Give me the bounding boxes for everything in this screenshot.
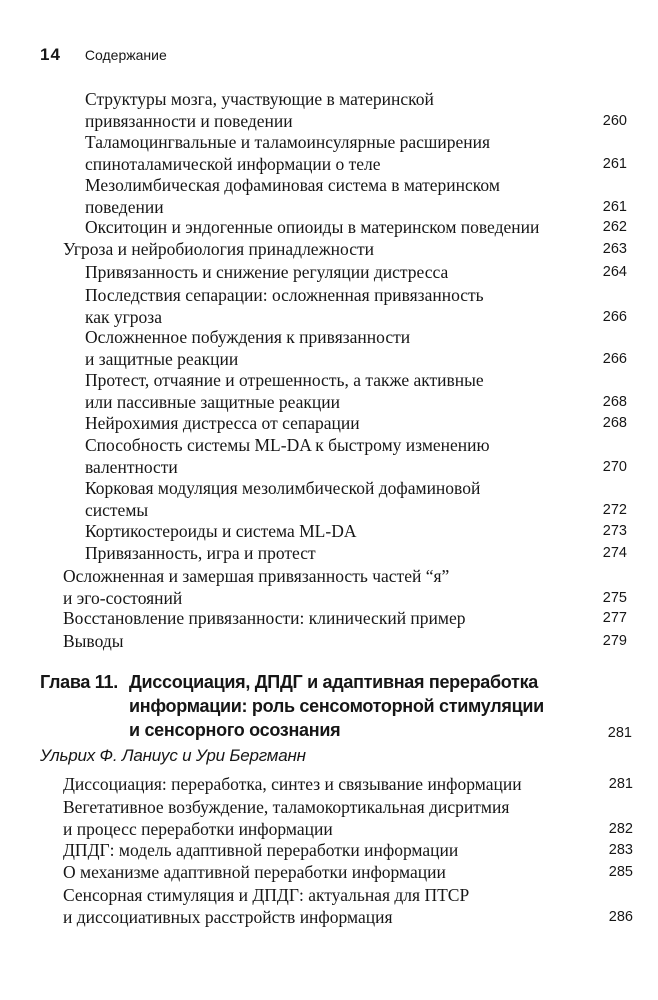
toc-entry-page: 285	[608, 864, 633, 880]
toc-entry	[63, 861, 633, 883]
toc-entry	[63, 607, 627, 629]
toc-entry-page: 266	[602, 351, 627, 367]
toc-entry	[85, 542, 627, 564]
toc-entry-title: Последствия сепарации: осложненная привязанность как угроза	[85, 285, 484, 327]
toc-entry-page: 268	[602, 415, 627, 431]
toc-entry	[85, 261, 627, 283]
toc-entry	[63, 565, 627, 609]
toc-entry	[85, 326, 627, 370]
toc-entry-title: Диссоциация: переработка, синтез и связывание информации	[63, 774, 522, 794]
toc-entry-title: Структуры мозга, участвующие в материнской привязанности и поведении	[85, 89, 434, 131]
chapter-title-line: Диссоциация, ДПДГ и адаптивная переработка	[129, 672, 538, 692]
toc-entry-page: 282	[608, 821, 633, 837]
toc-entry	[85, 284, 627, 328]
toc-entry	[85, 434, 627, 478]
toc-entry-title: Привязанность, игра и протест	[85, 543, 316, 563]
toc-entry	[63, 884, 633, 928]
toc-entry-page: 263	[602, 241, 627, 257]
toc-entry-title: Корковая модуляция мезолимбической дофаминовой системы	[85, 478, 481, 520]
toc-entry-title: Угроза и нейробиология принадлежности	[63, 239, 375, 259]
toc-entry	[63, 238, 627, 260]
toc-entry	[85, 131, 627, 175]
toc-entry	[85, 520, 627, 542]
toc-entry-page: 286	[608, 909, 633, 925]
toc-entry-page: 273	[602, 523, 627, 539]
toc-entry-page: 260	[602, 113, 627, 129]
toc-entry-page: 261	[602, 156, 627, 172]
chapter-page: 281	[607, 725, 632, 741]
chapter-authors: Ульрих Ф. Ланиус и Ури Бергманн	[40, 746, 306, 765]
toc-entry-title: Выводы	[63, 631, 124, 651]
toc-entry	[85, 216, 627, 238]
running-title: Содержание	[84, 47, 167, 63]
toc-entry-page: 264	[602, 264, 627, 280]
toc-entry-title: Таламоцингвальные и таламоинсулярные расширения спиноталамической информации о теле	[85, 132, 491, 174]
toc-entry	[85, 369, 627, 413]
toc-entry-page: 283	[608, 842, 633, 858]
toc-entry-page: 268	[602, 394, 627, 410]
toc-entry	[63, 773, 633, 795]
toc-entry	[63, 839, 633, 861]
chapter-title-line: информации: роль сенсомоторной стимуляции	[129, 696, 544, 716]
toc-entry-title: Кортикостероиды и система ML-DA	[85, 521, 357, 541]
toc-entry-title: Мезолимбическая дофаминовая система в материнском поведении	[85, 175, 500, 217]
toc-entry-title: Привязанность и снижение регуляции дистресса	[85, 262, 449, 282]
toc-entry-page: 281	[608, 776, 633, 792]
chapter-label: Глава 11.	[40, 672, 118, 692]
toc-entry-title: Вегетативное возбуждение, таламокортикальная дисритмия и процесс переработки информации	[63, 797, 510, 839]
chapter-title-line: и сенсорного осознания	[129, 720, 341, 740]
toc-entry-page: 277	[602, 610, 627, 626]
toc-entry-page: 261	[602, 199, 627, 215]
page-number: 14	[40, 45, 61, 64]
toc-entry-title: ДПДГ: модель адаптивной переработки информации	[63, 840, 459, 860]
toc-entry	[63, 630, 627, 652]
chapter-heading	[40, 671, 632, 743]
toc-entry-page: 266	[602, 309, 627, 325]
toc-entry	[85, 174, 627, 218]
toc-entry-title: Окситоцин и эндогенные опиоиды в материнском поведении	[85, 217, 540, 237]
toc-entry	[63, 796, 633, 840]
toc-entry-title: Осложненная и замершая привязанность частей “я” и эго-состояний	[63, 566, 450, 608]
toc-entry-title: Способность системы ML-DA к быстрому изменению валентности	[85, 435, 490, 477]
toc-entry-page: 274	[602, 545, 627, 561]
toc-entry	[85, 412, 627, 434]
toc-entry-title: Сенсорная стимуляция и ДПДГ: актуальная для ПТСР и диссоциативных расстройств информация	[63, 885, 470, 927]
toc-entry-page: 272	[602, 502, 627, 518]
toc-entry-title: О механизме адаптивной переработки информации	[63, 862, 446, 882]
toc-entry-page: 270	[602, 459, 627, 475]
toc-entry-page: 262	[602, 219, 627, 235]
toc-entry-page: 279	[602, 633, 627, 649]
toc-entry-page: 275	[602, 590, 627, 606]
toc-entry-title: Осложненное побуждения к привязанности и защитные реакции	[85, 327, 411, 369]
toc-entry-title: Восстановление привязанности: клинический пример	[63, 608, 466, 628]
toc-entry-title: Протест, отчаяние и отрешенность, а также активные или пассивные защитные реакции	[85, 370, 484, 412]
toc-entry	[85, 88, 627, 132]
toc-entry-title: Нейрохимия дистресса от сепарации	[85, 413, 360, 433]
toc-entry	[85, 477, 627, 521]
